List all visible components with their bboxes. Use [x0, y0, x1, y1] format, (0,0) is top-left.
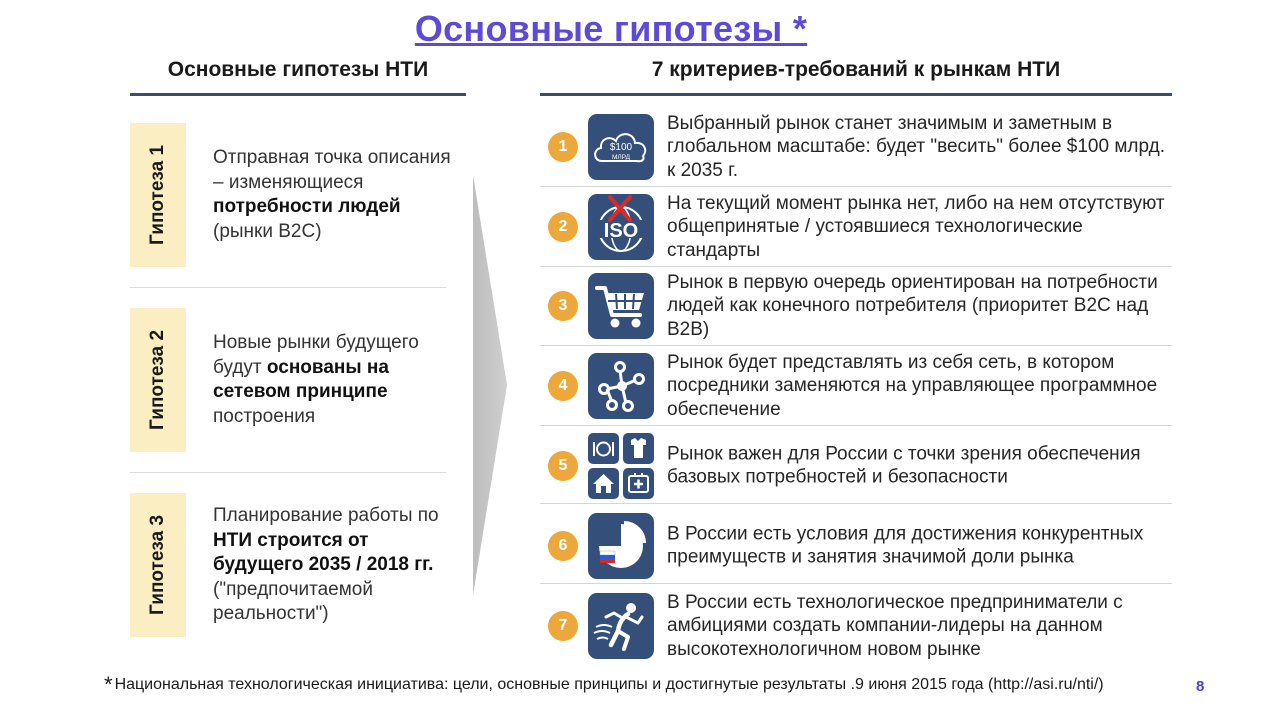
footnote-text: Национальная технологическая инициатива: цели, основные принципы и достигнутые результаты .9 июня 2015 года (http://asi.ru/nti/)	[114, 676, 1104, 693]
flow-arrow-icon	[473, 175, 509, 595]
criterion-7-number: 7	[548, 611, 578, 641]
shopping-cart-icon	[588, 273, 654, 339]
hypothesis-2	[130, 308, 446, 452]
hypothesis-2-text	[213, 331, 463, 429]
network-icon	[588, 353, 654, 419]
hypothesis-2-text-part: Новые рынки будущего будут	[213, 332, 419, 378]
criterion-5-number: 5	[548, 451, 578, 481]
hypothesis-1-text	[213, 146, 463, 244]
criterion-divider	[540, 503, 1172, 504]
criterion-2	[540, 187, 1172, 266]
money-unit-label: МЛРД	[612, 154, 630, 161]
criterion-2-text: На текущий момент рынка нет, либо на нем отсутствуют общепринятые / устоявшиеся технологические стандарты	[667, 192, 1165, 261]
hypothesis-1-tag	[130, 123, 186, 267]
criterion-6-number: 6	[548, 531, 578, 561]
hypothesis-3-text	[213, 504, 463, 627]
footnote-star: *	[104, 672, 113, 697]
hypothesis-3-text-part: ("предпочитаемой реальности")	[213, 578, 373, 624]
page-number: 8	[1196, 678, 1205, 695]
criterion-4-number: 4	[548, 371, 578, 401]
hypothesis-2-text-part: построения	[213, 405, 316, 427]
hypothesis-2-label: Гипотеза 2	[147, 329, 168, 431]
hypothesis-2-bold-part: основаны на сетевом принципе	[213, 356, 389, 402]
criterion-5	[540, 426, 1172, 505]
hypothesis-3-bold-part: НТИ строится	[213, 529, 343, 551]
criterion-4	[540, 346, 1172, 425]
hypothesis-3-text-part: Планирование работы по	[213, 504, 439, 526]
hypothesis-divider	[130, 287, 446, 288]
criterion-6	[540, 506, 1172, 585]
hypothesis-3-label: Гипотеза 3	[147, 514, 168, 616]
criteria-header: 7 критериев-требований к рынкам НТИ	[651, 58, 1061, 81]
criterion-divider	[540, 583, 1172, 584]
hypothesis-3-tag	[130, 493, 186, 637]
criterion-6-text: В России есть условия для достижения конкурентных преимуществ и занятия значимой доли рынка	[667, 523, 1144, 568]
footnote	[104, 672, 1104, 698]
pie-chart-russia-icon	[588, 513, 654, 579]
hypotheses-header: Основные гипотезы НТИ	[167, 58, 429, 81]
criterion-1	[540, 107, 1172, 186]
hypotheses-header-rule	[130, 93, 466, 96]
criterion-4-text: Рынок будет представлять из себя сеть, в котором посредники заменяются на управляющее программное обеспечение	[667, 351, 1158, 420]
hypothesis-2-tag	[130, 308, 186, 452]
criterion-3-number: 3	[548, 291, 578, 321]
hypothesis-1-text-part: Отправная точка описания – изменяющиеся	[213, 147, 451, 193]
page-title: Основные гипотезы *	[414, 8, 808, 49]
iso-crossed-icon	[588, 194, 654, 260]
money-cloud-icon	[588, 114, 654, 180]
hypothesis-1-text-part: (рынки B2C)	[213, 220, 322, 242]
criterion-7-text: В России есть технологическое предприниматели с амбициями создать компании-лидеры на данном высокотехнологичном новом рынке	[667, 591, 1123, 660]
hypothesis-divider	[130, 472, 446, 473]
hypothesis-1-label: Гипотеза 1	[147, 144, 168, 246]
criterion-3	[540, 266, 1172, 345]
hypothesis-1-bold-part: потребности людей	[213, 196, 401, 217]
criteria-header-rule	[540, 93, 1172, 96]
hypothesis-1	[130, 123, 451, 267]
money-amount-label: $100	[609, 142, 633, 153]
criterion-2-number: 2	[548, 212, 578, 242]
criterion-1-number: 1	[548, 132, 578, 162]
basic-needs-icon	[588, 433, 654, 499]
criterion-5-text: Рынок важен для России с точки зрения обеспечения базовых потребностей и безопасности	[667, 443, 1141, 488]
hypothesis-3	[130, 493, 446, 637]
iso-label: ISO	[603, 220, 639, 242]
criterion-3-text: Рынок в первую очередь ориентирован на потребности людей как конечного потребителя (приоритет B2C над B2B)	[667, 271, 1158, 340]
ambition-figure-icon	[588, 593, 654, 659]
criterion-1-text: Выбранный рынок станет значимым и заметным в глобальном масштабе: будет "весить" более $100 млрд. к 2035 г.	[667, 112, 1165, 181]
criterion-7	[540, 586, 1172, 665]
hypothesis-3-bold-part: от будущего 2035 / 2018 гг.	[213, 529, 434, 575]
